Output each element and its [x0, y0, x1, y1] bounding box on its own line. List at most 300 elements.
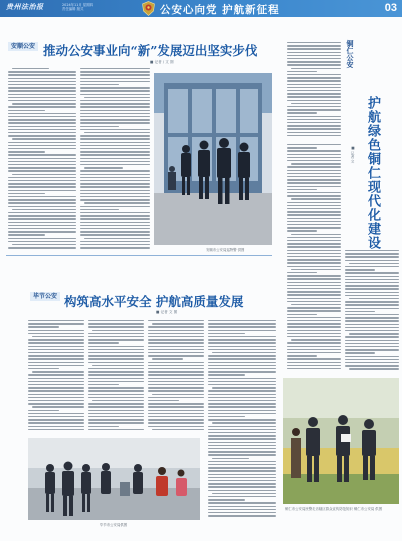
body-text-line: [208, 358, 276, 359]
body-text-line: [88, 320, 144, 321]
body-text-line: [28, 400, 84, 401]
body-text-line: [291, 339, 341, 340]
body-text-line: [8, 145, 76, 146]
body-text-line: [148, 413, 204, 414]
body-text-line: [80, 122, 150, 123]
bottom-article-body-col2: [88, 320, 144, 432]
body-text-line: [208, 445, 276, 446]
body-text-line: [32, 406, 84, 407]
body-text-line: [287, 301, 341, 302]
body-text-line: [28, 403, 84, 404]
body-text-line: [345, 343, 399, 344]
body-text-line: [148, 365, 204, 366]
body-text-line: [88, 390, 144, 391]
body-text-line: [291, 68, 341, 69]
body-text-line: [208, 515, 276, 516]
body-text-line: [208, 406, 276, 407]
body-text-line: [80, 180, 150, 181]
body-text-line: [287, 55, 341, 56]
body-text-line: [287, 221, 341, 222]
bottom-article-body-col3: [148, 320, 204, 432]
body-text-line: [287, 176, 341, 177]
body-text-line: [148, 381, 204, 382]
body-text-line: [88, 406, 144, 407]
body-text-line: [208, 339, 276, 340]
body-text-line: [287, 106, 341, 107]
body-text-line: [148, 333, 204, 334]
body-text-line: [287, 291, 341, 292]
body-text-line: [208, 400, 276, 401]
body-text-line: [345, 336, 399, 337]
body-text-line: [8, 206, 76, 207]
body-text-line: [208, 502, 276, 503]
body-text-line: [287, 218, 341, 219]
body-text-line: [345, 292, 399, 293]
body-text-line: [345, 362, 399, 363]
body-text-line: [80, 116, 150, 117]
body-text-line: [148, 330, 204, 331]
bottom-article-body-col1: [28, 320, 84, 432]
body-text-line: [92, 365, 144, 366]
body-text-line: [148, 339, 204, 340]
body-text-line: [80, 164, 150, 165]
body-text-line: [8, 222, 76, 223]
side-article-body-col2: [345, 250, 399, 374]
body-text-line: [208, 333, 245, 334]
section-title: 公安心向党 护航新征程: [160, 4, 280, 16]
body-text-line: [8, 151, 45, 152]
body-text-line: [208, 410, 276, 411]
body-text-line: [287, 160, 341, 161]
body-text-line: [208, 512, 276, 513]
body-text-line: [80, 145, 150, 146]
body-text-line: [345, 340, 399, 341]
body-text-line: [287, 195, 341, 196]
body-text-line: [287, 278, 341, 279]
body-text-line: [287, 211, 341, 212]
body-text-line: [287, 275, 341, 276]
bottom-article-byline: ■ 记者 文 图: [156, 310, 178, 314]
paper-name: 贵州法治报: [6, 3, 44, 11]
body-text-line: [287, 109, 341, 110]
body-text-line: [287, 262, 341, 263]
body-text-line: [208, 349, 276, 350]
body-text-line: [208, 336, 276, 337]
body-text-line: [80, 225, 150, 226]
body-text-line: [287, 358, 341, 359]
body-text-line: [287, 336, 341, 337]
body-text-line: [287, 317, 341, 318]
body-text-line: [84, 238, 150, 239]
body-text-line: [88, 368, 144, 369]
body-text-line: [208, 403, 276, 404]
body-text-line: [287, 253, 341, 254]
body-text-line: [148, 422, 204, 423]
body-text-line: [8, 116, 76, 117]
body-text-line: [84, 132, 150, 133]
top-article-body-col1: [8, 68, 76, 252]
body-text-line: [8, 183, 76, 184]
top-article-body-col2: [80, 68, 150, 252]
body-text-line: [28, 339, 84, 340]
body-text-line: [80, 103, 150, 104]
body-text-line: [8, 97, 76, 98]
body-text-line: [28, 381, 84, 382]
body-text-line: [148, 342, 204, 343]
body-text-line: [92, 330, 144, 331]
body-text-line: [349, 298, 399, 299]
body-text-line: [88, 339, 144, 340]
body-text-line: [80, 81, 150, 82]
body-text-line: [88, 397, 144, 398]
body-text-line: [208, 365, 276, 366]
body-text-line: [80, 106, 150, 107]
body-text-line: [8, 241, 76, 242]
body-text-line: [291, 163, 341, 164]
body-text-line: [345, 282, 399, 283]
body-text-line: [88, 378, 144, 379]
body-text-line: [8, 110, 45, 111]
body-text-line: [84, 202, 150, 203]
body-text-line: [28, 390, 84, 391]
body-text-line: [8, 199, 76, 200]
body-text-line: [8, 212, 76, 213]
body-text-line: [287, 84, 341, 85]
body-text-line: [8, 167, 76, 168]
body-text-line: [88, 342, 119, 343]
body-text-line: [80, 126, 119, 127]
body-text-line: [287, 93, 341, 94]
body-text-line: [212, 422, 276, 423]
body-text-line: [287, 205, 341, 206]
body-text-line: [28, 416, 84, 417]
body-text-line: [287, 227, 341, 228]
body-text-line: [28, 426, 84, 427]
body-text-line: [80, 119, 150, 120]
body-text-line: [12, 138, 76, 139]
body-text-line: [8, 129, 76, 130]
body-text-line: [287, 77, 341, 78]
side-article-headline: 护航绿色铜仁现代化建设: [365, 96, 380, 250]
body-text-line: [208, 330, 276, 331]
body-text-line: [8, 87, 76, 88]
body-text-line: [12, 209, 76, 210]
police-badge-icon: [142, 1, 155, 16]
body-text-line: [80, 158, 150, 159]
body-text-line: [32, 336, 84, 337]
body-text-line: [208, 397, 276, 398]
body-text-line: [8, 238, 76, 239]
body-text-line: [287, 246, 341, 247]
side-article-photo: [283, 378, 399, 504]
body-text-line: [349, 368, 399, 369]
body-text-line: [208, 390, 276, 391]
body-text-line: [287, 90, 341, 91]
top-article-byline: ■ 记者 / 文 图: [150, 60, 174, 64]
side-article-body-col1: [287, 144, 341, 374]
body-text-line: [148, 406, 204, 407]
body-text-line: [345, 327, 399, 328]
body-text-line: [80, 190, 150, 191]
body-text-line: [88, 403, 144, 404]
body-text-line: [345, 304, 399, 305]
body-text-line: [291, 103, 341, 104]
body-text-line: [287, 186, 341, 187]
body-text-line: [28, 397, 84, 398]
body-text-line: [28, 387, 84, 388]
body-text-line: [208, 467, 276, 468]
body-text-line: [287, 202, 341, 203]
bottom-article-body-col4: [208, 320, 276, 520]
body-text-line: [287, 144, 341, 145]
body-text-line: [208, 435, 276, 436]
body-text-line: [28, 349, 84, 350]
body-text-line: [345, 250, 399, 251]
body-text-line: [287, 179, 341, 180]
body-text-line: [88, 426, 119, 427]
body-text-line: [345, 276, 399, 277]
body-text-line: [208, 419, 276, 420]
body-text-line: [148, 416, 204, 417]
body-text-line: [287, 214, 341, 215]
body-text-line: [208, 506, 276, 507]
body-text-line: [80, 142, 150, 143]
body-text-line: [80, 174, 150, 175]
body-text-line: [8, 106, 76, 107]
body-text-line: [80, 241, 150, 242]
body-text-line: [287, 349, 341, 350]
body-text-line: [80, 186, 150, 187]
body-text-line: [208, 342, 276, 343]
body-text-line: [8, 142, 76, 143]
body-text-line: [291, 269, 341, 270]
body-text-line: [28, 429, 84, 430]
body-text-line: [148, 384, 204, 385]
body-text-line: [287, 80, 341, 81]
body-text-line: [287, 240, 341, 241]
body-text-line: [345, 346, 399, 347]
body-text-line: [8, 81, 76, 82]
body-text-line: [287, 122, 341, 123]
body-text-line: [8, 148, 76, 149]
body-text-line: [148, 326, 204, 327]
body-text-line: [80, 71, 150, 72]
body-text-line: [345, 311, 375, 312]
body-text-line: [349, 333, 399, 334]
body-text-line: [80, 231, 150, 232]
body-text-line: [148, 336, 204, 337]
body-text-line: [148, 368, 204, 369]
body-text-line: [287, 61, 341, 62]
body-text-line: [84, 167, 123, 168]
body-text-line: [345, 266, 399, 267]
body-text-line: [28, 362, 84, 363]
body-text-line: [28, 333, 84, 334]
body-text-line: [80, 110, 150, 111]
body-text-line: [80, 199, 150, 200]
body-text-line: [8, 177, 76, 178]
body-text-line: [287, 128, 341, 129]
body-text-line: [208, 416, 245, 417]
body-text-line: [28, 419, 84, 420]
body-text-line: [287, 237, 341, 238]
body-text-line: [287, 42, 341, 43]
body-text-line: [80, 90, 150, 91]
body-text-line: [8, 78, 76, 79]
body-text-line: [148, 349, 204, 350]
body-text-line: [208, 483, 276, 484]
body-text-line: [148, 355, 204, 356]
body-text-line: [88, 349, 144, 350]
body-text-line: [152, 429, 204, 430]
body-text-line: [345, 365, 399, 366]
body-text-line: [88, 333, 144, 334]
body-text-line: [80, 228, 150, 229]
body-text-line: [345, 269, 375, 270]
body-text-line: [80, 215, 150, 216]
body-text-line: [80, 94, 150, 95]
body-text-line: [208, 378, 276, 379]
body-text-line: [287, 346, 341, 347]
body-text-line: [208, 496, 276, 497]
body-text-line: [287, 256, 341, 257]
body-text-line: [8, 231, 76, 232]
body-text-line: [148, 400, 179, 401]
body-text-line: [28, 323, 84, 324]
body-text-line: [287, 45, 341, 46]
body-text-line: [88, 381, 144, 382]
body-text-line: [148, 352, 204, 353]
body-text-line: [287, 208, 341, 209]
body-text-line: [80, 209, 119, 210]
body-text-line: [345, 349, 399, 350]
body-text-line: [88, 326, 144, 327]
body-text-line: [287, 365, 341, 366]
body-text-line: [80, 212, 150, 213]
body-text-line: [28, 422, 84, 423]
body-text-line: [8, 119, 76, 120]
body-text-line: [84, 97, 150, 98]
body-text-line: [28, 413, 84, 414]
body-text-line: [28, 330, 84, 331]
side-article-kicker: 铜仁公安: [346, 40, 354, 68]
body-text-line: [345, 320, 399, 321]
body-text-line: [80, 193, 150, 194]
body-text-line: [345, 272, 399, 273]
body-text-line: [345, 253, 399, 254]
body-text-line: [8, 90, 76, 91]
body-text-line: [88, 355, 144, 356]
body-text-line: [80, 247, 150, 248]
body-text-line: [148, 378, 204, 379]
bottom-article-headline: 构筑高水平安全 护航高质量发展: [64, 294, 244, 309]
body-text-line: [88, 410, 144, 411]
body-text-line: [28, 320, 84, 321]
body-text-line: [208, 413, 276, 414]
body-text-line: [208, 454, 276, 455]
side-article-byline: ■ 记者 文: [351, 146, 355, 164]
bottom-article-photo: [28, 438, 200, 520]
body-text-line: [208, 320, 276, 321]
top-photo-caption: 安顺市公安局巡特警 供图: [206, 248, 245, 252]
issue-meta: [62, 3, 93, 11]
body-text-line: [148, 403, 204, 404]
body-text-line: [8, 186, 76, 187]
body-text-line: [8, 154, 76, 155]
body-text-line: [208, 426, 276, 427]
body-text-line: [287, 52, 341, 53]
body-text-line: [287, 166, 341, 167]
body-text-line: [148, 419, 204, 420]
body-text-line: [8, 84, 76, 85]
body-text-line: [8, 234, 45, 235]
body-text-line: [287, 298, 341, 299]
body-text-line: [88, 362, 144, 363]
body-text-line: [80, 129, 150, 130]
body-text-line: [152, 323, 204, 324]
body-text-line: [287, 182, 341, 183]
body-text-line: [80, 68, 150, 69]
body-text-line: [208, 355, 276, 356]
body-text-line: [287, 288, 341, 289]
body-text-line: [208, 448, 276, 449]
top-article-headline: 推动公安事业向“新”发展迈出坚实步伐: [43, 43, 258, 58]
body-text-line: [152, 394, 204, 395]
section-divider: [6, 255, 272, 256]
body-text-line: [287, 330, 341, 331]
body-text-line: [287, 64, 341, 65]
body-text-line: [287, 150, 341, 151]
body-text-line: [345, 279, 399, 280]
body-text-line: [287, 96, 341, 97]
body-text-line: [349, 263, 399, 264]
body-text-line: [80, 84, 119, 85]
body-text-line: [8, 180, 76, 181]
body-text-line: [8, 161, 76, 162]
body-text-line: [28, 374, 84, 375]
body-text-line: [80, 135, 150, 136]
body-text-line: [8, 135, 76, 136]
body-text-line: [212, 387, 276, 388]
body-text-line: [208, 362, 276, 363]
body-text-line: [88, 352, 144, 353]
body-text-line: [287, 307, 341, 308]
body-text-line: [208, 394, 276, 395]
body-text-line: [287, 342, 341, 343]
body-text-line: [345, 317, 399, 318]
body-text-line: [208, 480, 276, 481]
body-text-line: [287, 58, 341, 59]
body-text-line: [287, 48, 341, 49]
body-text-line: [8, 215, 76, 216]
body-text-line: [287, 170, 341, 171]
body-text-line: [287, 135, 341, 136]
body-text-line: [208, 470, 276, 471]
body-text-line: [8, 228, 76, 229]
body-text-line: [88, 413, 144, 414]
body-text-line: [287, 243, 341, 244]
body-text-line: [28, 365, 84, 366]
body-text-line: [88, 394, 144, 395]
body-text-line: [287, 323, 341, 324]
body-text-line: [287, 266, 341, 267]
body-text-line: [212, 458, 249, 459]
body-text-line: [208, 438, 276, 439]
body-text-line: [148, 410, 204, 411]
body-text-line: [208, 374, 245, 375]
body-text-line: [345, 324, 399, 325]
body-text-line: [8, 225, 76, 226]
